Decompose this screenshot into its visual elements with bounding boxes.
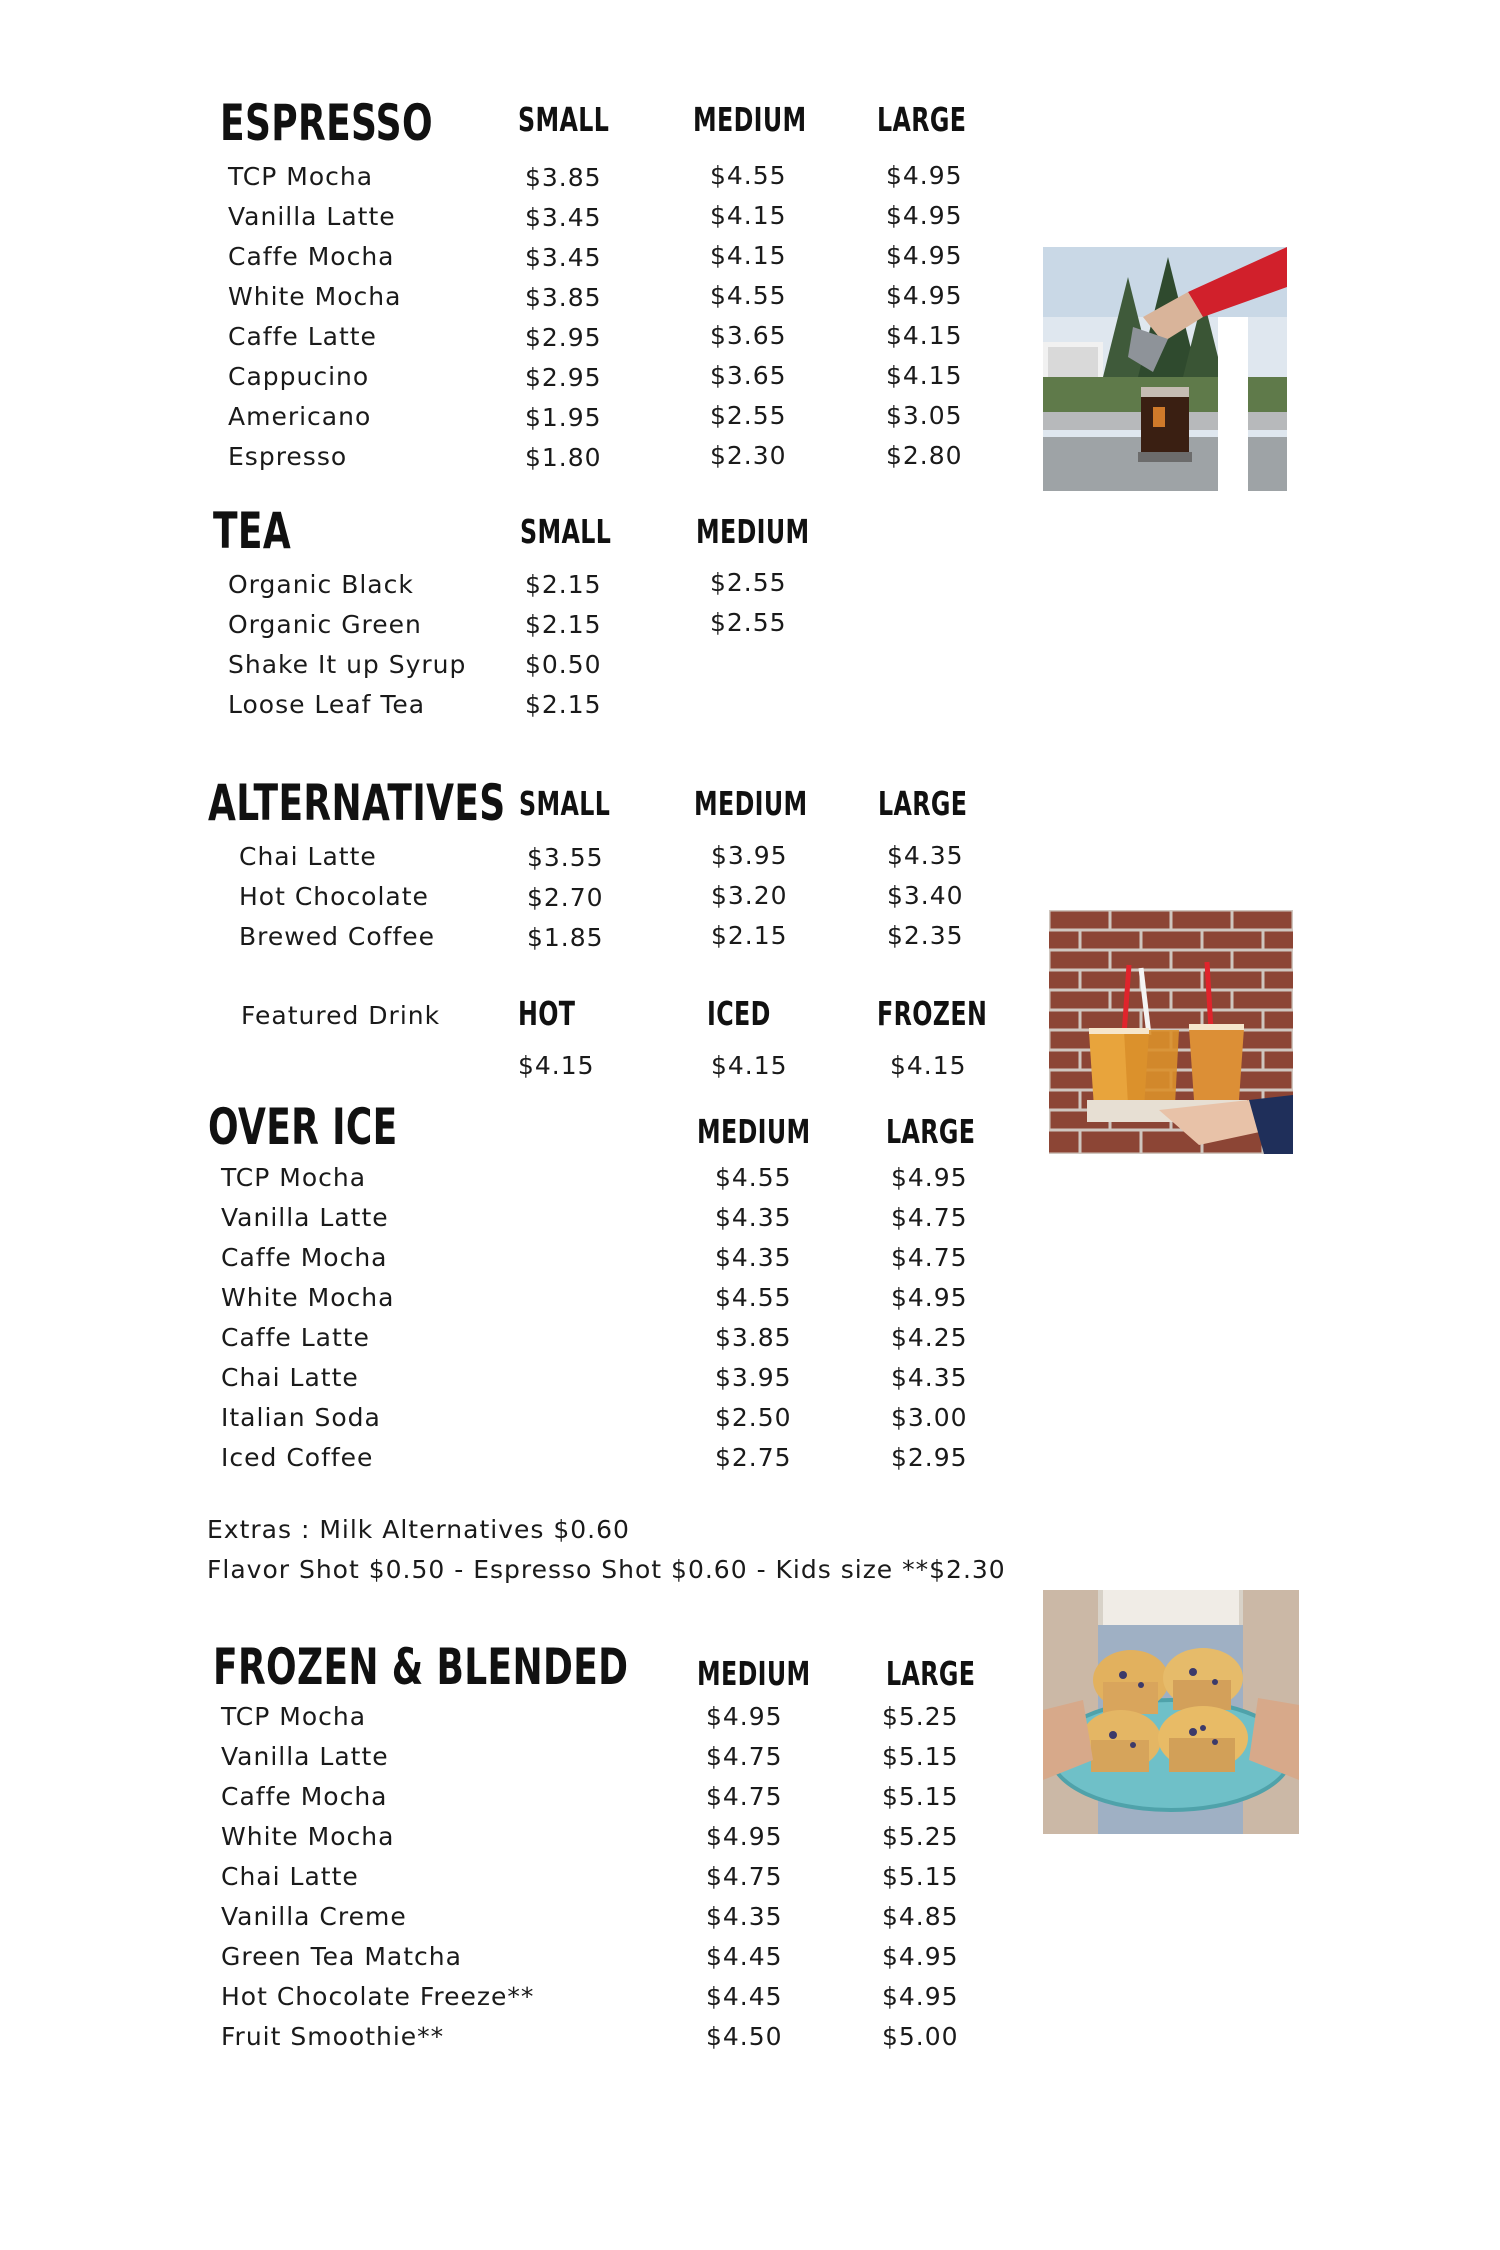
extras-line-2: Flavor Shot $0.50 - Espresso Shot $0.60 - Kids size **$2.30 [207,1555,1006,1584]
menu-item-price: $4.95 [886,201,963,230]
menu-item-price: $4.75 [891,1243,968,1272]
menu-item-name: Vanilla Latte [221,1742,389,1771]
menu-item-price: $1.80 [525,443,602,472]
menu-item-name: Caffe Mocha [228,242,395,271]
menu-item-name: Vanilla Creme [221,1902,407,1931]
featured-col-iced: ICED [707,994,771,1033]
menu-item-name: Chai Latte [221,1862,359,1891]
menu-item-price: $5.25 [882,1822,959,1851]
menu-item-name: Italian Soda [221,1403,381,1432]
menu-item-name: White Mocha [221,1283,395,1312]
espresso-col-small: SMALL [518,100,610,139]
menu-item-price: $4.45 [706,1982,783,2011]
menu-item-price: $4.75 [891,1203,968,1232]
menu-item-name: TCP Mocha [221,1702,367,1731]
menu-item-price: $3.40 [887,881,964,910]
menu-item-price: $4.95 [882,1942,959,1971]
menu-item-name: Hot Chocolate [239,882,429,911]
menu-item-name: Caffe Mocha [221,1243,388,1272]
menu-item-price: $2.55 [710,401,787,430]
menu-item-name: Iced Coffee [221,1443,374,1472]
menu-item-price: $4.95 [891,1283,968,1312]
menu-item-name: Espresso [228,442,348,471]
menu-item-price: $4.35 [706,1902,783,1931]
menu-item-price: $5.15 [882,1862,959,1891]
menu-item-name: Chai Latte [239,842,377,871]
menu-item-price: $4.35 [891,1363,968,1392]
menu-item-price: $3.65 [710,321,787,350]
alternatives-col-small: SMALL [519,784,611,823]
featured-price-iced: $4.15 [711,1051,788,1080]
menu-item-price: $4.35 [715,1203,792,1232]
menu-item-name: Brewed Coffee [239,922,436,951]
menu-item-price: $4.15 [886,321,963,350]
featured-price-frozen: $4.15 [890,1051,967,1080]
menu-item-price: $3.85 [525,283,602,312]
menu-item-price: $2.15 [525,610,602,639]
frozen-col-large: LARGE [886,1654,976,1693]
menu-item-price: $4.95 [891,1163,968,1192]
menu-item-name: Organic Green [228,610,422,639]
menu-item-price: $4.45 [706,1942,783,1971]
over-ice-col-medium: MEDIUM [697,1112,811,1151]
menu-item-price: $3.65 [710,361,787,390]
menu-item-price: $2.55 [710,568,787,597]
menu-item-price: $3.45 [525,243,602,272]
menu-item-price: $2.80 [886,441,963,470]
extras-line-1: Extras : Milk Alternatives $0.60 [207,1515,630,1544]
menu-item-price: $5.00 [882,2022,959,2051]
menu-item-name: Cappucino [228,362,370,391]
menu-item-price: $4.95 [886,241,963,270]
menu-item-price: $4.85 [882,1902,959,1931]
menu-item-price: $5.15 [882,1782,959,1811]
over-ice-heading: OVER ICE [208,1098,398,1156]
menu-item-price: $4.95 [886,161,963,190]
menu-item-price: $2.55 [710,608,787,637]
menu-item-price: $2.95 [891,1443,968,1472]
menu-item-name: Caffe Mocha [221,1782,388,1811]
menu-item-price: $3.45 [525,203,602,232]
menu-item-name: White Mocha [228,282,402,311]
menu-item-name: Vanilla Latte [221,1203,389,1232]
tea-col-medium: MEDIUM [696,512,810,551]
muffins-plate-photo [1043,1590,1299,1834]
menu-item-price: $1.85 [527,923,604,952]
menu-item-price: $3.00 [891,1403,968,1432]
menu-item-price: $4.55 [715,1283,792,1312]
menu-item-price: $3.20 [711,881,788,910]
menu-item-price: $2.30 [710,441,787,470]
featured-col-frozen: FROZEN [877,994,988,1033]
menu-item-price: $2.95 [525,323,602,352]
menu-item-price: $4.15 [886,361,963,390]
menu-item-price: $3.95 [715,1363,792,1392]
featured-drink-label: Featured Drink [241,1001,441,1030]
menu-item-name: Caffe Latte [221,1323,370,1352]
menu-item-price: $5.25 [882,1702,959,1731]
menu-item-name: Loose Leaf Tea [228,690,426,719]
menu-item-price: $3.55 [527,843,604,872]
menu-item-price: $4.55 [710,161,787,190]
menu-item-price: $3.85 [715,1323,792,1352]
iced-drinks-carrier-photo [1049,910,1293,1154]
iced-coffee-pour-photo [1043,247,1287,491]
menu-item-name: Green Tea Matcha [221,1942,462,1971]
menu-item-price: $4.15 [710,201,787,230]
menu-item-price: $4.25 [891,1323,968,1352]
espresso-col-medium: MEDIUM [693,100,807,139]
menu-item-price: $4.75 [706,1742,783,1771]
espresso-col-large: LARGE [877,100,967,139]
menu-item-price: $4.95 [886,281,963,310]
menu-item-name: Americano [228,402,372,431]
menu-item-name: White Mocha [221,1822,395,1851]
menu-item-price: $4.95 [882,1982,959,2011]
menu-item-price: $4.95 [706,1702,783,1731]
menu-item-price: $4.95 [706,1822,783,1851]
frozen-blended-heading: FROZEN & BLENDED [213,1638,629,1696]
menu-item-price: $2.50 [715,1403,792,1432]
menu-item-price: $4.15 [710,241,787,270]
over-ice-col-large: LARGE [886,1112,976,1151]
frozen-col-medium: MEDIUM [697,1654,811,1693]
menu-item-price: $4.35 [715,1243,792,1272]
menu-item-price: $2.15 [525,570,602,599]
menu-item-name: Vanilla Latte [228,202,396,231]
menu-item-name: TCP Mocha [221,1163,367,1192]
menu-item-price: $2.35 [887,921,964,950]
menu-item-price: $4.35 [887,841,964,870]
menu-item-name: Organic Black [228,570,414,599]
menu-item-price: $2.70 [527,883,604,912]
menu-item-name: Caffe Latte [228,322,377,351]
tea-heading: TEA [213,502,292,560]
featured-price-hot: $4.15 [518,1051,595,1080]
menu-item-price: $5.15 [882,1742,959,1771]
menu-item-price: $4.55 [710,281,787,310]
alternatives-heading: ALTERNATIVES [208,774,506,832]
menu-item-price: $2.15 [525,690,602,719]
menu-item-price: $3.85 [525,163,602,192]
menu-item-price: $2.75 [715,1443,792,1472]
menu-item-price: $2.15 [711,921,788,950]
menu-item-name: Hot Chocolate Freeze** [221,1982,535,2011]
alternatives-col-large: LARGE [878,784,968,823]
featured-col-hot: HOT [518,994,576,1033]
espresso-heading: ESPRESSO [220,94,433,152]
menu-item-price: $3.95 [711,841,788,870]
alternatives-col-medium: MEDIUM [694,784,808,823]
menu-item-price: $4.50 [706,2022,783,2051]
menu-item-price: $4.55 [715,1163,792,1192]
menu-item-price: $4.75 [706,1782,783,1811]
tea-col-small: SMALL [520,512,612,551]
menu-item-price: $0.50 [525,650,602,679]
menu-item-name: TCP Mocha [228,162,374,191]
menu-item-name: Fruit Smoothie** [221,2022,445,2051]
menu-item-name: Chai Latte [221,1363,359,1392]
menu-item-price: $1.95 [525,403,602,432]
menu-item-price: $3.05 [886,401,963,430]
menu-item-price: $4.75 [706,1862,783,1891]
menu-item-name: Shake It up Syrup [228,650,467,679]
menu-item-price: $2.95 [525,363,602,392]
